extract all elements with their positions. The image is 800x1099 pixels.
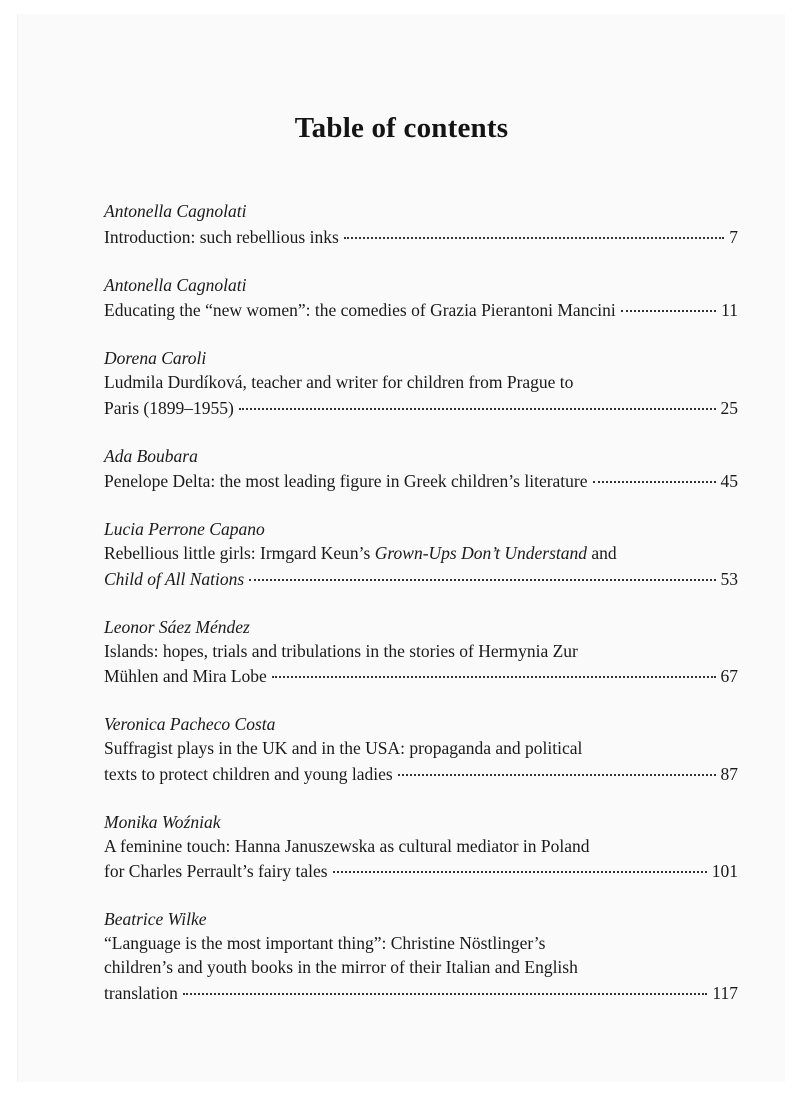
entry-title-line[interactable] xyxy=(104,858,738,884)
page-title: Table of contents xyxy=(294,112,509,144)
entry-title-line[interactable] xyxy=(104,468,738,494)
book-page xyxy=(17,14,785,1082)
entry-title: Mühlen and Mira Lobe xyxy=(104,666,267,686)
toc-entry xyxy=(104,517,738,591)
toc-entry xyxy=(104,712,738,786)
entry-title: Penelope Delta: the most leading figure in Greek children’s literature xyxy=(104,471,588,491)
entry-author: Veronica Pacheco Costa xyxy=(104,714,276,734)
entry-page-number: 45 xyxy=(720,471,738,491)
entry-page-number: 25 xyxy=(720,397,738,418)
entry-page-number: 67 xyxy=(720,666,738,686)
entry-author: Antonella Cagnolati xyxy=(104,274,247,295)
dot-leader xyxy=(333,854,707,874)
entry-author: Monika Woźniak xyxy=(104,811,221,832)
entry-title[interactable]: Islands: hopes, trials and tribulations in the stories of Hermynia Zur xyxy=(104,640,578,661)
entry-title: Educating the “new women”: the comedies of Grazia Pierantoni Mancini xyxy=(104,300,616,320)
dot-leader xyxy=(239,390,716,410)
entry-author: Antonella Cagnolati xyxy=(104,201,247,221)
toc-entry xyxy=(104,810,738,884)
entry-title[interactable]: A feminine touch: Hanna Januszewska as cultural mediator in Poland xyxy=(104,835,590,856)
entry-title-line[interactable] xyxy=(104,760,738,786)
dot-leader xyxy=(593,464,716,484)
table-of-contents xyxy=(104,199,738,1005)
dot-leader xyxy=(272,659,716,679)
entry-page-number: 7 xyxy=(729,226,738,247)
entry-title[interactable]: “Language is the most important thing”: Christine Nöstlinger’s xyxy=(104,933,546,953)
dot-leader xyxy=(621,293,716,313)
entry-title: for Charles Perrault’s fairy tales xyxy=(104,861,328,881)
entry-page-number: 53 xyxy=(720,568,738,589)
book-title: Child of All Nations xyxy=(104,568,245,589)
entry-title-line[interactable] xyxy=(104,979,738,1005)
entry-author: Lucia Perrone Capano xyxy=(104,519,265,539)
entry-title[interactable]: Suffragist plays in the UK and in the USA: propaganda and political xyxy=(104,738,583,758)
entry-title-line[interactable] xyxy=(104,223,738,249)
entry-title-line[interactable] xyxy=(104,663,738,689)
toc-entry xyxy=(104,444,738,494)
entry-title-line[interactable] xyxy=(104,297,738,323)
entry-author: Leonor Sáez Méndez xyxy=(104,616,250,637)
entry-title[interactable]: children’s and youth books in the mirror of their Italian and English xyxy=(104,957,578,977)
entry-title-text: and xyxy=(587,543,617,563)
entry-title: translation xyxy=(104,982,178,1003)
entry-page-number: 11 xyxy=(721,300,738,320)
book-title: Grown-Ups Don’t Understand xyxy=(374,543,588,563)
dot-leader xyxy=(249,561,715,581)
entry-title: Paris (1899–1955) xyxy=(104,397,234,418)
entry-author: Ada Boubara xyxy=(104,445,198,466)
entry-title-line[interactable] xyxy=(104,394,738,420)
entry-page-number: 87 xyxy=(720,763,738,784)
entry-title-text: Rebellious little girls: Irmgard Keun’s xyxy=(104,543,375,563)
dot-leader xyxy=(344,219,724,239)
toc-entry xyxy=(104,346,738,420)
toc-entry xyxy=(104,615,738,689)
toc-entry xyxy=(104,199,738,249)
entry-page-number: 101 xyxy=(711,861,738,881)
entry-page-number: 117 xyxy=(712,982,738,1003)
entry-author: Dorena Caroli xyxy=(104,348,207,368)
dot-leader xyxy=(398,756,716,776)
toc-entry xyxy=(104,907,738,1005)
entry-title[interactable]: Ludmila Durdíková, teacher and writer for children from Prague to xyxy=(104,372,574,392)
dot-leader xyxy=(183,975,708,995)
toc-entry xyxy=(104,273,738,323)
entry-author: Beatrice Wilke xyxy=(104,909,207,929)
entry-title: Introduction: such rebellious inks xyxy=(104,226,339,247)
entry-title: texts to protect children and young ladies xyxy=(104,763,393,784)
entry-title-line[interactable] xyxy=(104,565,738,591)
